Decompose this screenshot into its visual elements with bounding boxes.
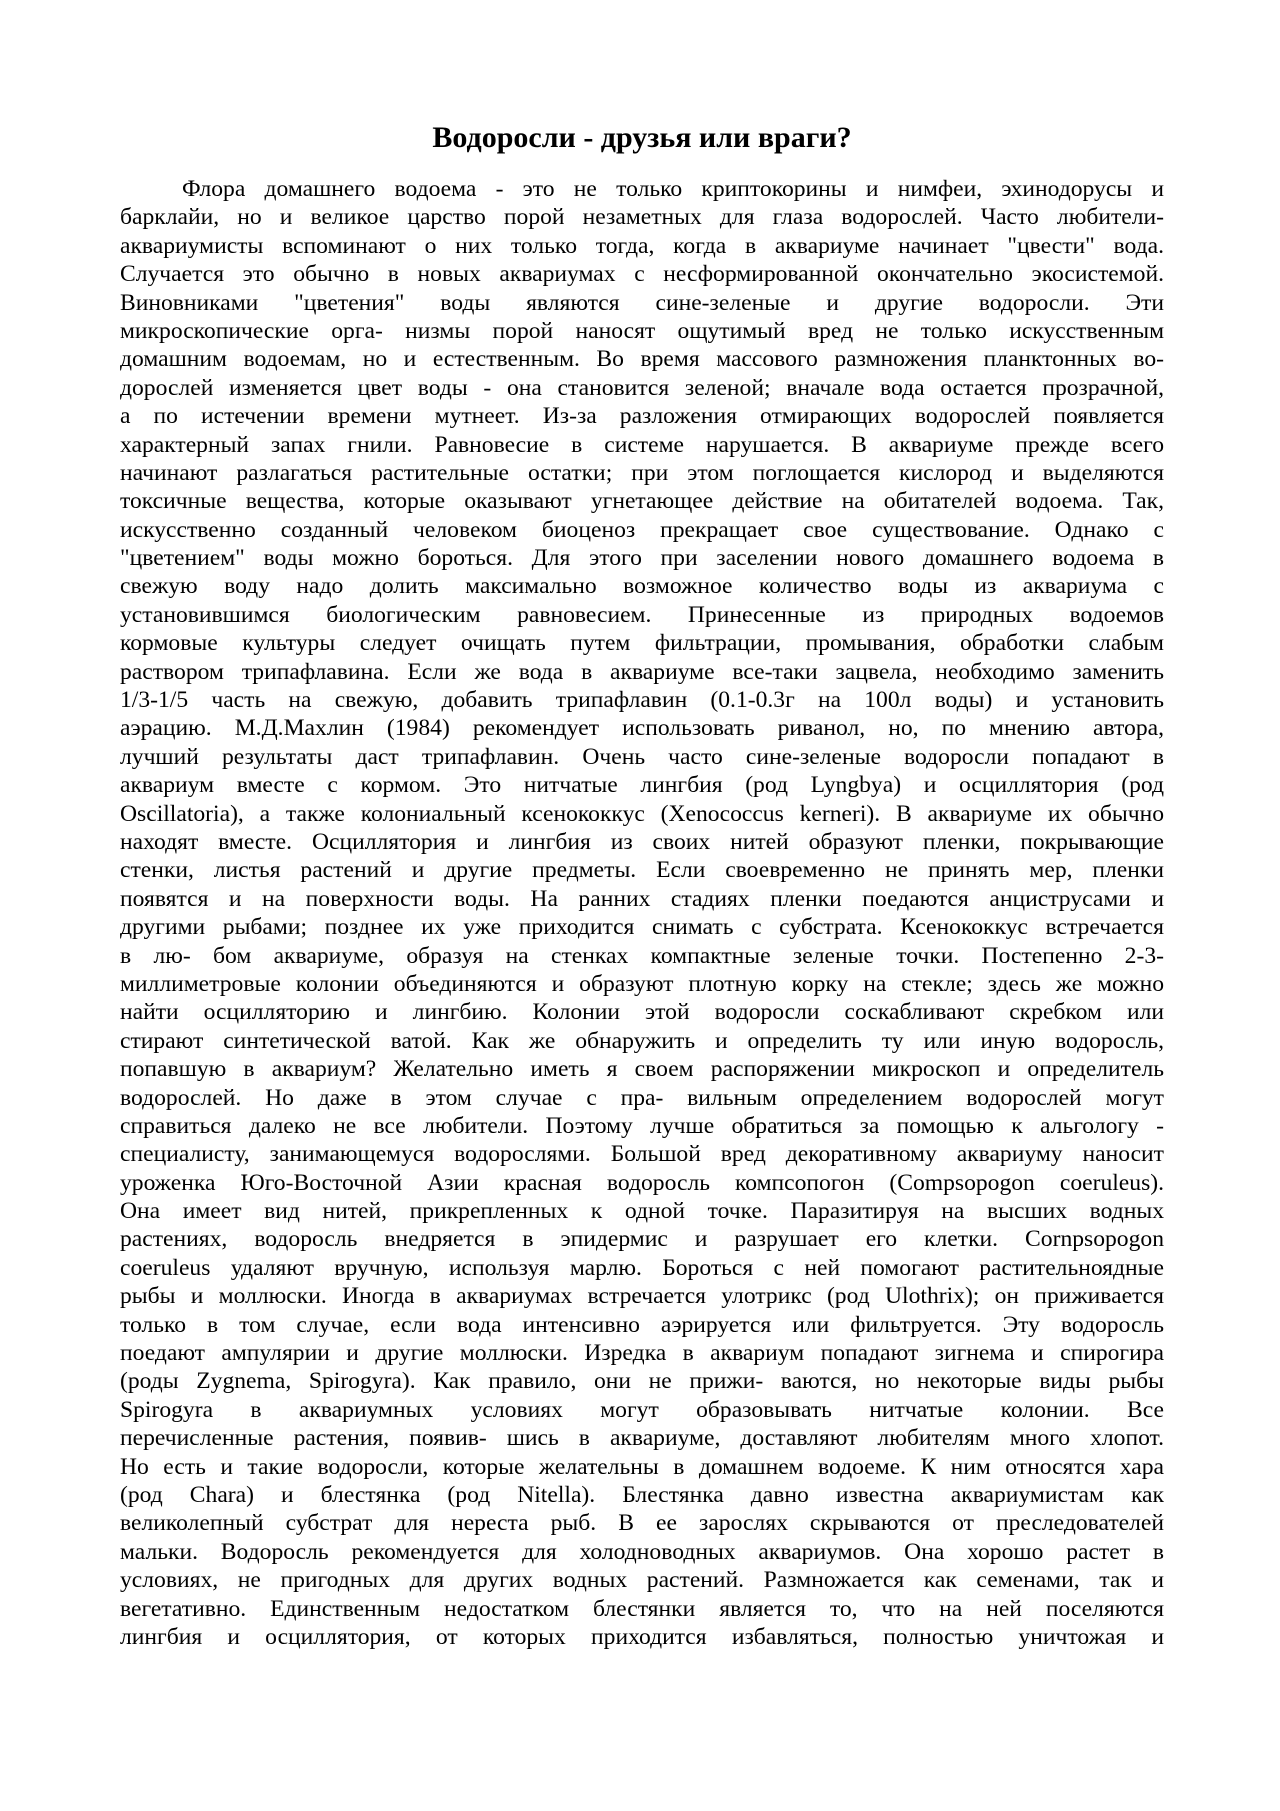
body-line: специалисту, занимающемуся водорослями. Большой вред декоративному аквариуму наносит xyxy=(120,1141,1164,1168)
body-line: Spirogyra в аквариумных условиях могут образовывать нитчатые колонии. Все xyxy=(120,1396,1164,1423)
body-line: домашним водоемам, но и естественным. Во время массового размножения планктонных во- xyxy=(120,346,1164,373)
body-line: рыбы и моллюски. Иногда в аквариумах встречается улотрикс (род Ulothrix); он приживается xyxy=(120,1283,1164,1310)
body-line: уроженка Юго-Восточной Азии красная водоросль компсопогон (Compsopogon coeruleus). xyxy=(120,1169,1164,1196)
body-line: установившимся биологическим равновесием. Принесенные из природных водоемов xyxy=(120,601,1164,628)
body-line: находят вместе. Осциллятория и лингбия из своих нитей образуют пленки, покрывающие xyxy=(120,828,1164,855)
body-line: аквариумисты вспоминают о них только тогда, когда в аквариуме начинает "цвести" вода. xyxy=(120,232,1164,259)
body-line: другими рыбами; позднее их уже приходится снимать с субстрата. Ксенококкус встречается xyxy=(120,914,1164,941)
body-line: аквариум вместе с кормом. Это нитчатые лингбия (род Lyngbya) и осциллятория (род xyxy=(120,772,1164,799)
body-line: Флора домашнего водоема - это не только криптокорины и нимфеи, эхинодорусы и xyxy=(182,176,1164,202)
body-line: токсичные вещества, которые оказывают угнетающее действие на обитателей водоема. Так, xyxy=(120,488,1164,515)
body-line: перечисленные растения, появив- шись в аквариуме, доставляют любителям много хлопот. xyxy=(120,1425,1164,1452)
body-line: начинают разлагаться растительные остатки; при этом поглощается кислород и выделяются xyxy=(120,459,1164,486)
body-line: лучший результаты даст трипафлавин. Очень часто сине-зеленые водоросли попадают в xyxy=(120,743,1164,770)
body-line: великолепный субстрат для нереста рыб. В ее зарослях скрываются от преследователей xyxy=(120,1510,1164,1537)
body-line: лингбия и осциллятория, от которых приходится избавляться, полностью уничтожая и xyxy=(120,1623,1164,1650)
body-line: 1/3-1/5 часть на свежую, добавить трипафлавин (0.1-0.3г на 100л воды) и установить xyxy=(120,687,1164,714)
body-line: условиях, не пригодных для других водных растений. Размножается как семенами, так и xyxy=(120,1567,1164,1594)
body-line: мальки. Водоросль рекомендуется для холодноводных аквариумов. Она хорошо растет в xyxy=(120,1538,1164,1565)
body-line: в лю- бом аквариуме, образуя на стенках компактные зеленые точки. Постепенно 2-3- xyxy=(120,942,1164,969)
body-line: coeruleus удаляют вручную, используя марлю. Бороться с ней помогают растительноядные xyxy=(120,1254,1164,1281)
body-line: микроскопические орга- низмы порой наносят ощутимый вред не только искусственным xyxy=(120,317,1164,344)
document-title: Водоросли - друзья или враги? xyxy=(432,121,852,154)
body-line: дорослей изменяется цвет воды - она становится зеленой; вначале вода остается прозрачной, xyxy=(120,374,1164,401)
body-line: раствором трипафлавина. Если же вода в аквариуме все-таки зацвела, необходимо заменить xyxy=(120,658,1164,685)
body-line: аэрацию. М.Д.Махлин (1984) рекомендует использовать риванол, но, по мнению автора, xyxy=(120,715,1164,742)
body-line: свежую воду надо долить максимально возможное количество воды из аквариума с xyxy=(120,573,1164,600)
body-line: "цветением" воды можно бороться. Для этого при заселении нового домашнего водоема в xyxy=(120,545,1164,572)
body-line: Oscillatoria), а также колониальный ксенококкус (Xenococcus kerneri). В аквариуме их обычно xyxy=(120,800,1164,827)
body-line: попавшую в аквариум? Желательно иметь я своем распоряжении микроскоп и определитель xyxy=(120,1056,1164,1083)
body-line: а по истечении времени мутнеет. Из-за разложения отмирающих водорослей появляется xyxy=(120,403,1164,430)
body-line: справиться далеко не все любители. Поэтому лучше обратиться за помощью к альгологу - xyxy=(120,1112,1164,1139)
body-line: миллиметровые колонии объединяются и образуют плотную корку на стекле; здесь же можно xyxy=(120,970,1164,997)
body-line: кормовые культуры следует очищать путем фильтрации, промывания, обработки слабым xyxy=(120,630,1164,657)
body-line: только в том случае, если вода интенсивно аэрируется или фильтруется. Эту водоросль xyxy=(120,1311,1164,1338)
body-line: Но есть и такие водоросли, которые желательны в домашнем водоеме. К ним относятся хара xyxy=(120,1453,1164,1480)
body-line: барклайи, но и великое царство порой незаметных для глаза водорослей. Часто любители- xyxy=(120,204,1164,231)
body-line: характерный запах гнили. Равновесие в системе нарушается. В аквариуме прежде всего xyxy=(120,431,1164,458)
body-line: стенки, листья растений и другие предметы. Если своевременно не принять мер, пленки xyxy=(120,857,1164,884)
body-line: Случается это обычно в новых аквариумах с несформированной окончательно экосистемой. xyxy=(120,261,1164,288)
body-line: найти осцилляторию и лингбию. Колонии этой водоросли соскабливают скребком или xyxy=(120,999,1164,1026)
body-line: поедают ампулярии и другие моллюски. Изредка в аквариум попадают зигнема и спирогира xyxy=(120,1340,1164,1367)
body-line: искусственно созданный человеком биоценоз прекращает свое существование. Однако с xyxy=(120,516,1164,543)
body-line: стирают синтетической ватой. Как же обнаружить и определить ту или иную водоросль, xyxy=(120,1027,1164,1054)
document-body xyxy=(120,175,1164,1651)
body-line: (роды Zygnema, Spirogyra). Как правило, они не прижи- ваются, но некоторые виды рыбы xyxy=(120,1368,1164,1395)
body-line: Она имеет вид нитей, прикрепленных к одной точке. Паразитируя на высших водных xyxy=(120,1198,1164,1225)
body-line: вегетативно. Единственным недостатком блестянки является то, что на ней поселяются xyxy=(120,1595,1164,1622)
body-line: (род Chara) и блестянка (род Nitella). Блестянка давно известна аквариумистам как xyxy=(120,1481,1164,1508)
body-line: появятся и на поверхности воды. На ранних стадиях пленки поедаются анциструсами и xyxy=(120,885,1164,912)
body-line: водорослей. Но даже в этом случае с пра- вильным определением водорослей могут xyxy=(120,1084,1164,1111)
body-line: растениях, водоросль внедряется в эпидермис и разрушает его клетки. Cornpsopogon xyxy=(120,1226,1164,1253)
body-line: Виновниками "цветения" воды являются сине-зеленые и другие водоросли. Эти xyxy=(120,289,1164,316)
